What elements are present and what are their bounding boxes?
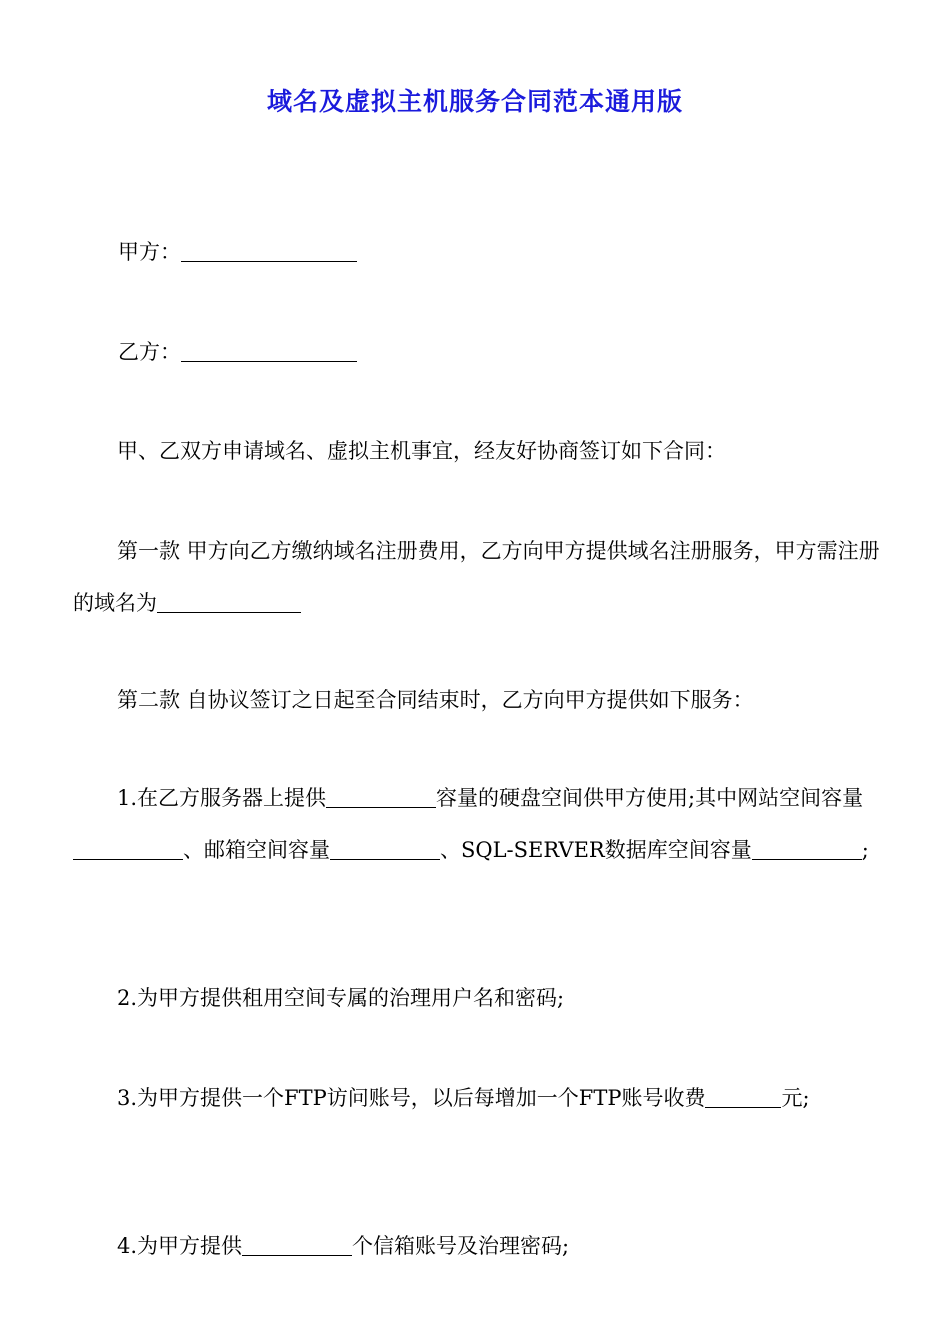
document-title: 域名及虚拟主机服务合同范本通用版 — [266, 87, 683, 116]
item-4-text-1: 4.为甲方提供 — [117, 1234, 243, 1258]
clause-1-heading: 第一款 — [117, 539, 180, 563]
party-a-blank[interactable] — [181, 260, 357, 262]
item-1-paragraph — [73, 772, 883, 876]
item-3-paragraph — [73, 1072, 883, 1124]
item-1-text-5: ; — [861, 838, 869, 862]
item-1-text-4: 、SQL-SERVER数据库空间容量 — [440, 838, 752, 862]
item-1-text-1: 1.在乙方服务器上提供 — [117, 786, 327, 810]
party-b-line — [118, 326, 928, 378]
party-b-label: 乙方： — [118, 340, 181, 364]
intro-paragraph — [73, 425, 883, 477]
domain-name-blank[interactable] — [157, 611, 301, 613]
item-4-text-2: 个信箱账号及治理密码; — [352, 1234, 570, 1258]
item-2-paragraph — [73, 972, 883, 1024]
item-1-text-3: 、邮箱空间容量 — [183, 838, 330, 862]
item-3-text-1: 3.为甲方提供一个FTP访问账号，以后每增加一个FTP账号收费 — [117, 1086, 706, 1110]
item-2-text: 2.为甲方提供租用空间专属的治理用户名和密码; — [117, 986, 565, 1010]
clause-1-text: 甲方向乙方缴纳域名注册费用，乙方向甲方提供域名注册服务，甲方需注册的域名为 — [73, 539, 880, 615]
item-3-text-2: 元; — [781, 1086, 810, 1110]
item-1-text-2: 容量的硬盘空间供甲方使用;其中网站空间容量 — [436, 786, 864, 810]
database-space-blank[interactable] — [752, 858, 862, 860]
clause-2-heading: 第二款 — [117, 688, 180, 712]
party-a-label: 甲方： — [118, 240, 181, 264]
web-space-blank[interactable] — [73, 858, 183, 860]
party-a-line — [118, 226, 928, 278]
clause-1-paragraph — [73, 525, 883, 629]
disk-space-blank[interactable] — [326, 806, 436, 808]
item-4-paragraph — [73, 1220, 883, 1272]
party-b-blank[interactable] — [181, 360, 357, 362]
mail-space-blank[interactable] — [330, 858, 440, 860]
intro-text: 甲、乙双方申请域名、虚拟主机事宜，经友好协商签订如下合同： — [117, 439, 726, 463]
mailbox-count-blank[interactable] — [242, 1254, 352, 1256]
clause-2-text: 自协议签订之日起至合同结束时，乙方向甲方提供如下服务： — [180, 688, 754, 712]
clause-2-paragraph — [73, 674, 883, 726]
ftp-fee-blank[interactable] — [705, 1106, 781, 1108]
